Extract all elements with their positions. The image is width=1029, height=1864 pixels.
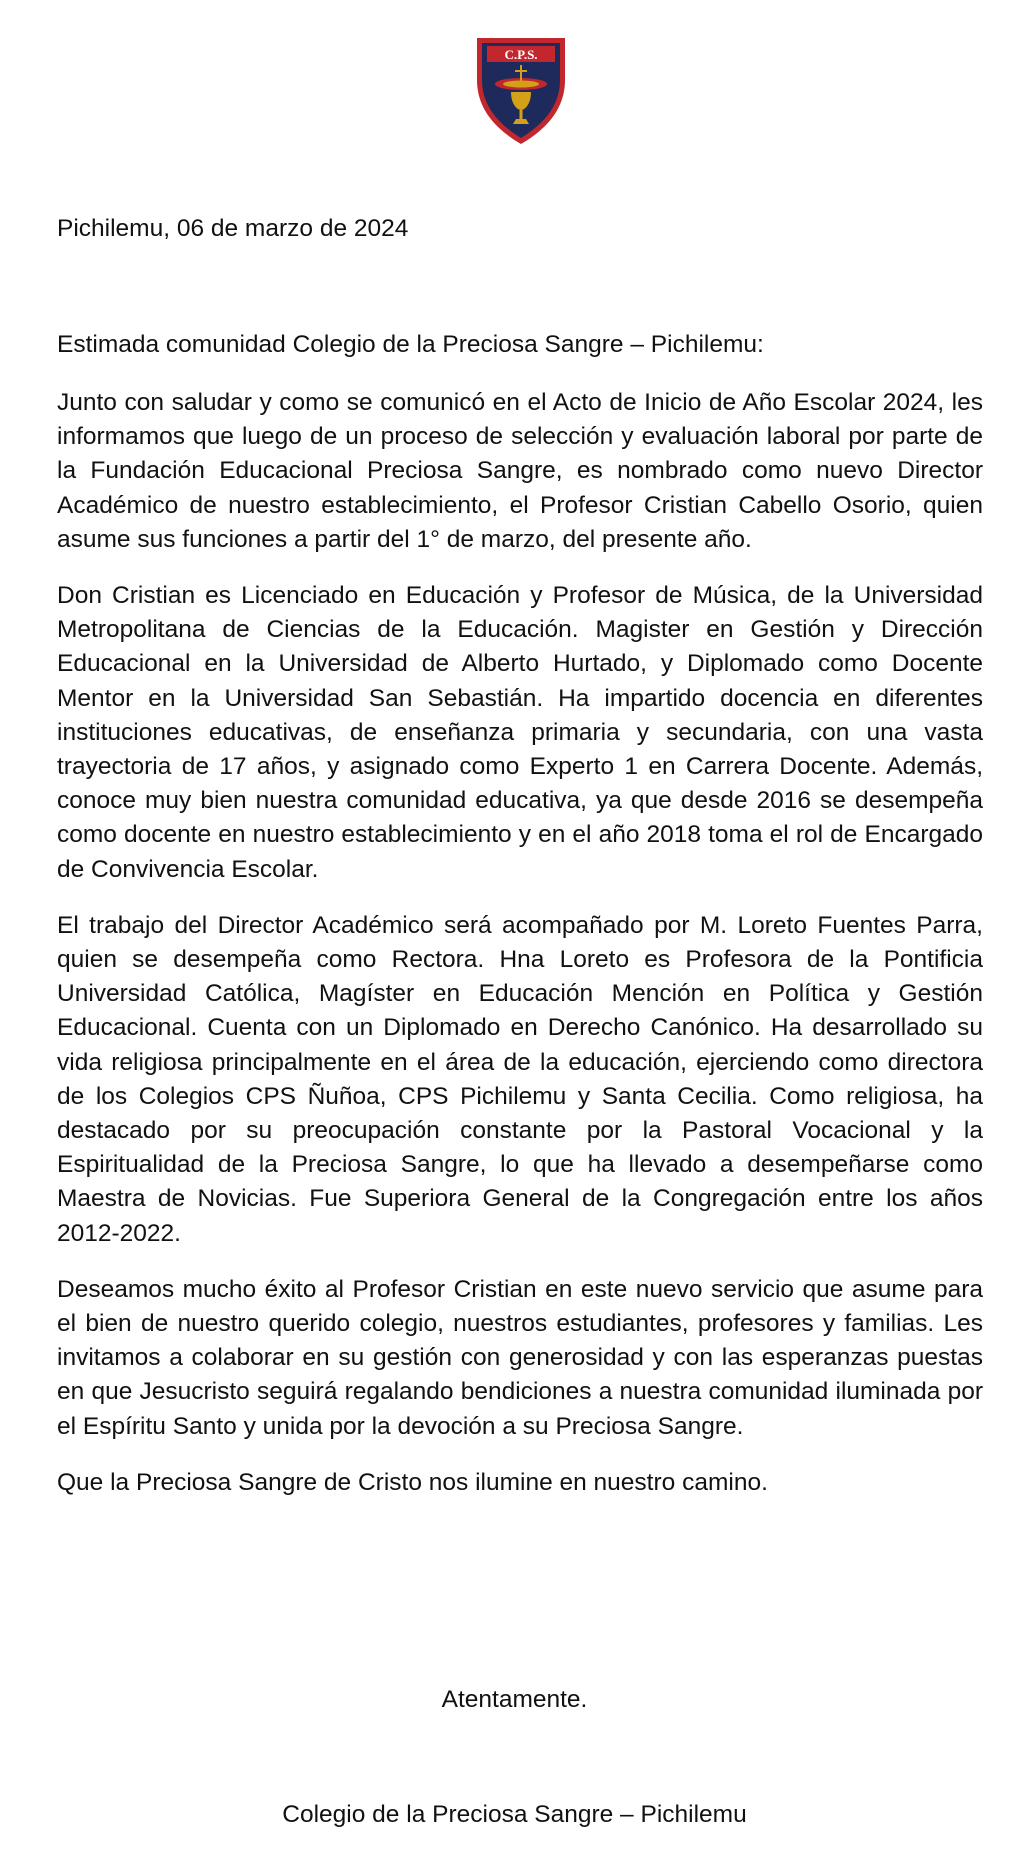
letter-greeting: Estimada comunidad Colegio de la Preciosa Sangre – Pichilemu: [57,331,764,358]
letter-body [57,386,983,1522]
paragraph-wishes: Deseamos mucho éxito al Profesor Cristian en este nuevo servicio que asume para el bien de nuestro querido colegio, nuestros estudiantes, profesores y familias. Les invitamos a colaborar en su gestión con generosidad y con las esperanzas puestas en que Jesucristo seguirá regalando bendiciones a nuestra comunidad iluminada por el Espíritu Santo y unida por la devoción a su Preciosa Sangre. [57,1275,983,1440]
letter-signature: Colegio de la Preciosa Sangre – Pichilemu [282,1801,747,1828]
paragraph-blessing: Que la Preciosa Sangre de Cristo nos ilumine en nuestro camino. [57,1468,768,1496]
letter-date: Pichilemu, 06 de marzo de 2024 [57,215,409,242]
school-crest-logo [473,32,569,148]
paragraph-announcement: Junto con saludar y como se comunicó en el Acto de Inicio de Año Escolar 2024, les informamos que luego de un proceso de selección y evaluación laboral por parte de la Fundación Educacional Preciosa Sangre, es nombrado como nuevo Director Académico de nuestro establecimiento, el Profesor Cristian Cabello Osorio, quien asume sus funciones a partir del 1° de marzo, del presente año. [57,389,983,553]
paragraph-rectora-profile: El trabajo del Director Académico será acompañado por M. Loreto Fuentes Parra, quien se desempeña como Rectora. Hna Loreto es Profesora de la Pontificia Universidad Católica, Magíster en Educación Mención en Política y Gestión Educacional. Cuenta con un Diplomado en Derecho Canónico. Ha desarrollado su vida religiosa principalmente en el área de la educación, ejerciendo como directora de los Colegios CPS Ñuñoa, CPS Pichilemu y Santa Cecilia. Como religiosa, ha destacado por su preocupación constante por la Pastoral Vocacional y la Espiritualidad de la Preciosa Sangre, lo que ha llevado a desempeñarse como Maestra de Novicias. Fue Superiora General de la Congregación entre los años 2012-2022. [57,911,983,1247]
paragraph-director-profile: Don Cristian es Licenciado en Educación y Profesor de Música, de la Universidad Metropolitana de Ciencias de la Educación. Magister en Gestión y Dirección Educacional en la Universidad de Alberto Hurtado, y Diplomado como Docente Mentor en la Universidad San Sebastián. Ha impartido docencia en diferentes instituciones educativas, de enseñanza primaria y secundaria, con una vasta trayectoria de 17 años, y asignado como Experto 1 en Carrera Docente. Además, conoce muy bien nuestra comunidad educativa, ya que desde 2016 se desempeña como docente en nuestro establecimiento y en el año 2018 toma el rol de Encargado de Convivencia Escolar. [57,582,983,883]
letter-closing: Atentamente. [441,1686,588,1713]
crest-initials: C.P.S. [504,47,538,62]
